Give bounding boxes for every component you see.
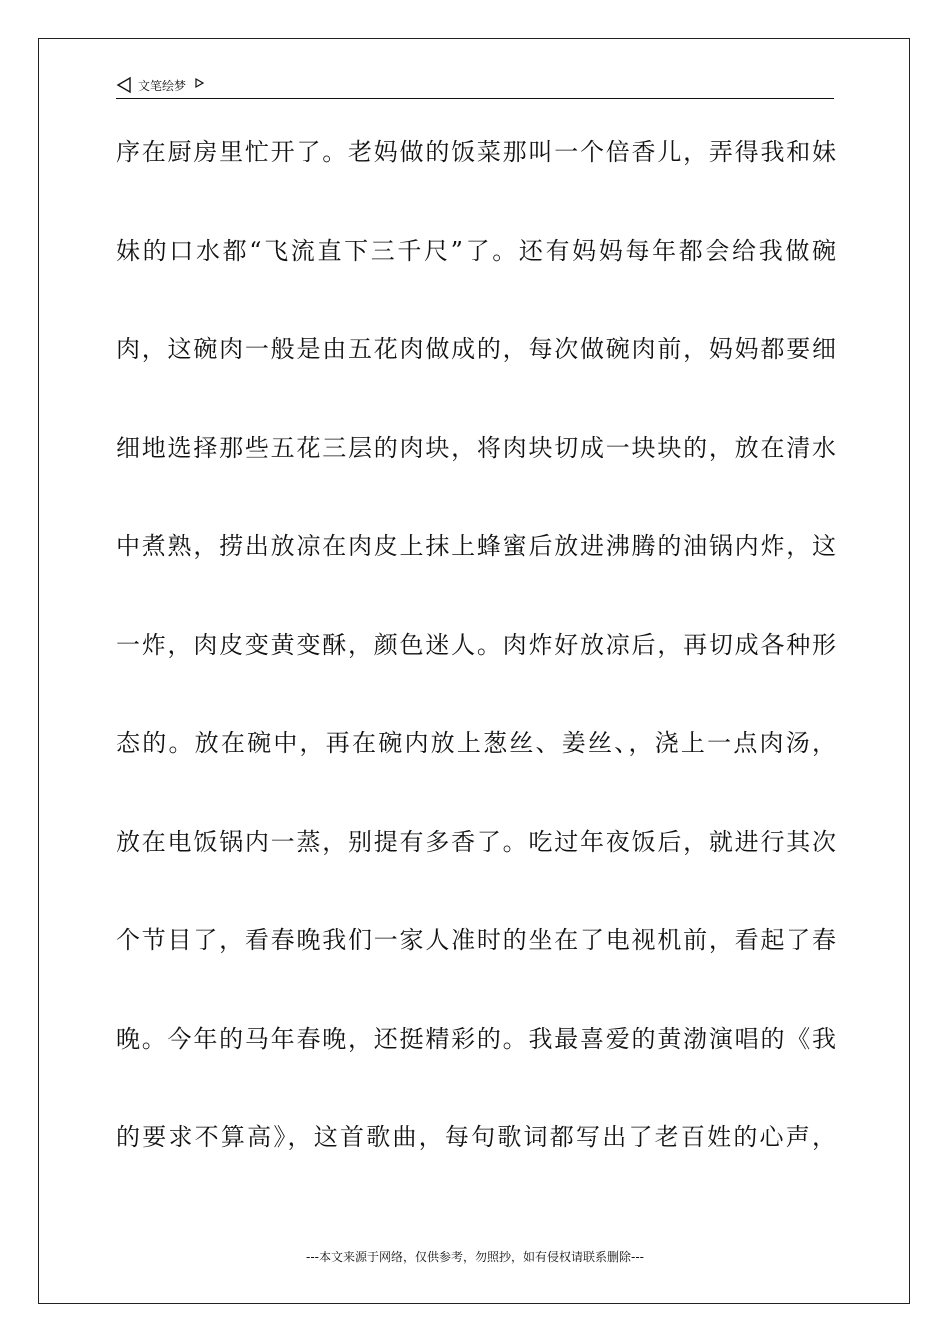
header-brand: 文笔绘梦 [138,78,187,93]
text-line: 序在厨房里忙开了。老妈做的饭菜那叫一个倍香儿，弄得我和妹 [116,138,836,166]
text-line: 妹的口水都“飞流直下三千尺”了。还有妈妈每年都会给我做碗 [116,236,836,265]
document-body [116,128,836,1212]
text-line: 中煮熟，捞出放凉在肉皮上抹上蜂蜜后放进沸腾的油锅内炸，这 [116,532,836,560]
text-line: 晚。今年的马年春晚，还挺精彩的。我最喜爱的黄渤演唱的《我 [116,1024,836,1053]
page-header [116,72,834,99]
text-line: 的要求不算高》，这首歌曲，每句歌词都写出了老百姓的心声， [116,1123,836,1151]
text-line: 肉，这碗肉一般是由五花肉做成的，每次做碗肉前，妈妈都要细 [116,335,836,363]
text-line: 一炸，肉皮变黄变酥，颜色迷人。肉炸好放凉后，再切成各种形 [116,630,836,659]
triangle-left-icon [116,76,132,94]
text-line: 放在电饭锅内一蒸，别提有多香了。吃过年夜饭后，就进行其次 [116,827,836,856]
footer-notice: ---本文来源于网络，仅供参考，勿照抄，如有侵权请联系删除--- [306,1250,644,1264]
text-line: 态的。放在碗中，再在碗内放上葱丝、姜丝、，浇上一点肉汤， [116,729,836,757]
triangle-right-icon [194,77,204,89]
text-line: 个节目了，看春晚我们一家人准时的坐在了电视机前，看起了春 [116,926,836,954]
text-line: 细地选择那些五花三层的肉块，将肉块切成一块块的，放在清水 [116,433,836,462]
